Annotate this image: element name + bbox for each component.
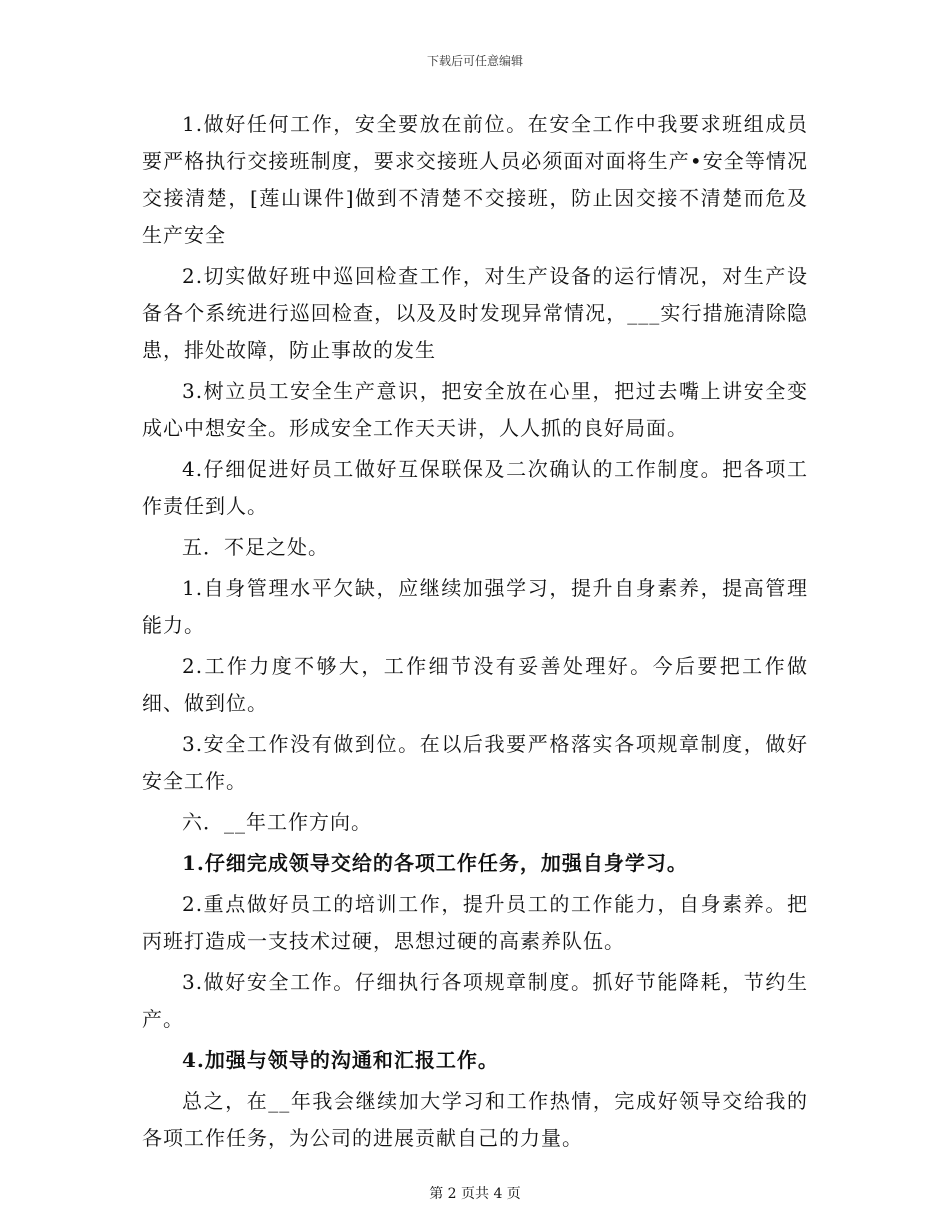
paragraph-2: 2.切实做好班中巡回检查工作，对生产设备的运行情况，对生产设备各个系统进行巡回检查，以及及时发现异常情况，___实行措施清除隐患，排处故障，防止事故的发生 [142, 264, 808, 362]
paragraph-4: 4.仔细促进好员工做好互保联保及二次确认的工作制度。把各项工作责任到人。 [142, 457, 808, 518]
paragraph-6: 1.自身管理水平欠缺，应继续加强学习，提升自身素养，提高管理能力。 [142, 576, 808, 637]
paragraph-1: 1.做好任何工作，安全要放在前位。在安全工作中我要求班组成员要严格执行交接班制度，要求交接班人员必须面对面将生产•安全等情况交接清楚，[莲山课件]做到不清楚不交接班，防止因交接不清楚而危及生产安全 [142, 112, 808, 247]
paragraph-11: 2.重点做好员工的培训工作，提升员工的工作能力，自身素养。把丙班打造成一支技术过硬，思想过硬的高素养队伍。 [142, 892, 808, 953]
section-heading-6: 六．__年工作方向。 [182, 810, 372, 834]
section-heading-5: 五．不足之处。 [182, 535, 329, 559]
paragraph-10: 1.仔细完成领导交给的各项工作任务，加强自身学习。 [182, 851, 688, 875]
document-body [142, 106, 808, 1161]
paragraph-3: 3.树立员工安全生产意识，把安全放在心里，把过去嘴上讲安全变成心中想安全。形成安全工作天天讲，人人抓的良好局面。 [142, 379, 808, 440]
paragraph-12: 3.做好安全工作。仔细执行各项规章制度。抓好节能降耗，节约生产。 [142, 970, 808, 1031]
page-number-footer: 第 2 页共 4 页 [429, 1186, 521, 1202]
paragraph-14: 总之，在__年我会继续加大学习和工作热情，完成好领导交给我的各项工作任务，为公司的进展贡献自己的力量。 [142, 1089, 808, 1150]
header-note: 下载后可任意编辑 [426, 54, 523, 68]
paragraph-7: 2.工作力度不够大，工作细节没有妥善处理好。今后要把工作做细、做到位。 [142, 654, 808, 715]
paragraph-13: 4.加强与领导的沟通和汇报工作。 [182, 1048, 499, 1072]
paragraph-8: 3.安全工作没有做到位。在以后我要严格落实各项规章制度，做好安全工作。 [142, 732, 808, 793]
